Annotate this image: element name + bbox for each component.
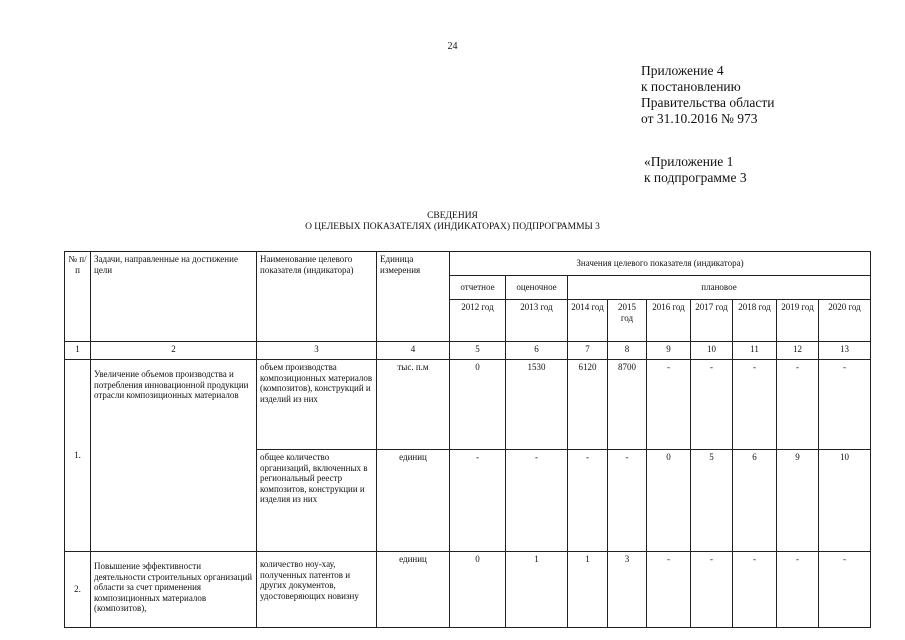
- row-value: 9: [777, 450, 819, 552]
- row-value: 6120: [568, 360, 608, 450]
- appendix-line: к постановлению: [641, 79, 741, 94]
- column-number: 13: [819, 342, 871, 360]
- row-value: 10: [819, 450, 871, 552]
- row-value: -: [819, 552, 871, 628]
- column-number: 12: [777, 342, 819, 360]
- row-value: 0: [647, 450, 691, 552]
- header-year: 2012 год: [450, 300, 506, 342]
- column-number-row: [65, 342, 871, 360]
- header-planned: плановое: [568, 276, 871, 300]
- row-task: Увеличение объемов производства и потребления инновационной продукции отрасли композиционных материалов: [91, 360, 257, 552]
- header-year: 2014 год: [568, 300, 608, 342]
- header-tasks: Задачи, направленные на достижение цели: [91, 252, 257, 342]
- title-line-2: О ЦЕЛЕВЫХ ПОКАЗАТЕЛЯХ (ИНДИКАТОРАХ) ПОДПРОГРАММЫ 3: [305, 222, 600, 232]
- row-indicator: общее количество организаций, включенных в региональный реестр композитов, конструкции и изделия из них: [257, 450, 377, 552]
- row-unit: единиц: [377, 450, 450, 552]
- row-value: -: [450, 450, 506, 552]
- row-value: 0: [450, 552, 506, 628]
- indicators-table: [64, 251, 871, 628]
- row-value: 1: [568, 552, 608, 628]
- row-value: 1530: [506, 360, 568, 450]
- row-value: -: [777, 552, 819, 628]
- column-number: 10: [691, 342, 733, 360]
- row-indicator: объем производства композиционных материалов (композитов), конструкций и изделий из них: [257, 360, 377, 450]
- header-estimated: оценочное: [506, 276, 568, 300]
- row-unit: тыс. п.м: [377, 360, 450, 450]
- row-value: -: [691, 360, 733, 450]
- header-values: Значения целевого показателя (индикатора): [450, 252, 871, 276]
- header-year: 2015 год: [608, 300, 647, 342]
- appendix-heading: [641, 63, 774, 127]
- header-year: 2016 год: [647, 300, 691, 342]
- column-number: 5: [450, 342, 506, 360]
- subprogram-appendix-heading: [644, 154, 747, 186]
- appendix-line: Приложение 4: [641, 63, 724, 78]
- column-number: 4: [377, 342, 450, 360]
- row-num: 2.: [65, 552, 91, 628]
- document-title: [0, 211, 905, 233]
- row-unit: единиц: [377, 552, 450, 628]
- row-value: 1: [506, 552, 568, 628]
- header-year: 2019 год: [777, 300, 819, 342]
- row-task: Повышение эффективности деятельности строительных организаций области за счет применения композиционных материалов (композитов),: [91, 552, 257, 628]
- appendix-line: от 31.10.2016 № 973: [641, 111, 758, 126]
- row-value: -: [819, 360, 871, 450]
- row-indicator: количество ноу-хау, полученных патентов и других документов, удостоверяющих новизну: [257, 552, 377, 628]
- row-value: -: [568, 450, 608, 552]
- column-number: 3: [257, 342, 377, 360]
- row-value: 6: [733, 450, 777, 552]
- column-number: 11: [733, 342, 777, 360]
- title-line-1: СВЕДЕНИЯ: [427, 211, 478, 221]
- row-value: 0: [450, 360, 506, 450]
- row-value: -: [647, 552, 691, 628]
- column-number: 1: [65, 342, 91, 360]
- row-value: -: [691, 552, 733, 628]
- header-year: 2013 год: [506, 300, 568, 342]
- row-value: -: [506, 450, 568, 552]
- header-year: 2018 год: [733, 300, 777, 342]
- column-number: 9: [647, 342, 691, 360]
- row-value: 5: [691, 450, 733, 552]
- column-number: 7: [568, 342, 608, 360]
- appendix-line: «Приложение 1: [644, 154, 734, 169]
- table-row: [65, 552, 871, 628]
- column-number: 2: [91, 342, 257, 360]
- row-value: 8700: [608, 360, 647, 450]
- row-value: -: [777, 360, 819, 450]
- header-year: 2020 год: [819, 300, 871, 342]
- table-row: [65, 360, 871, 450]
- column-number: 6: [506, 342, 568, 360]
- header-year: 2017 год: [691, 300, 733, 342]
- header-reported: отчетное: [450, 276, 506, 300]
- row-value: 3: [608, 552, 647, 628]
- header-unit: Единица измерения: [377, 252, 450, 342]
- row-value: -: [733, 360, 777, 450]
- row-value: -: [608, 450, 647, 552]
- row-value: -: [733, 552, 777, 628]
- row-value: -: [647, 360, 691, 450]
- appendix-line: к подпрограмме 3: [644, 170, 747, 185]
- row-num: 1.: [65, 360, 91, 552]
- header-indicator: Наименование целевого показателя (индикатора): [257, 252, 377, 342]
- header-num: № п/п: [65, 252, 91, 342]
- page-number: 24: [447, 41, 458, 52]
- appendix-line: Правительства области: [641, 95, 775, 110]
- column-number: 8: [608, 342, 647, 360]
